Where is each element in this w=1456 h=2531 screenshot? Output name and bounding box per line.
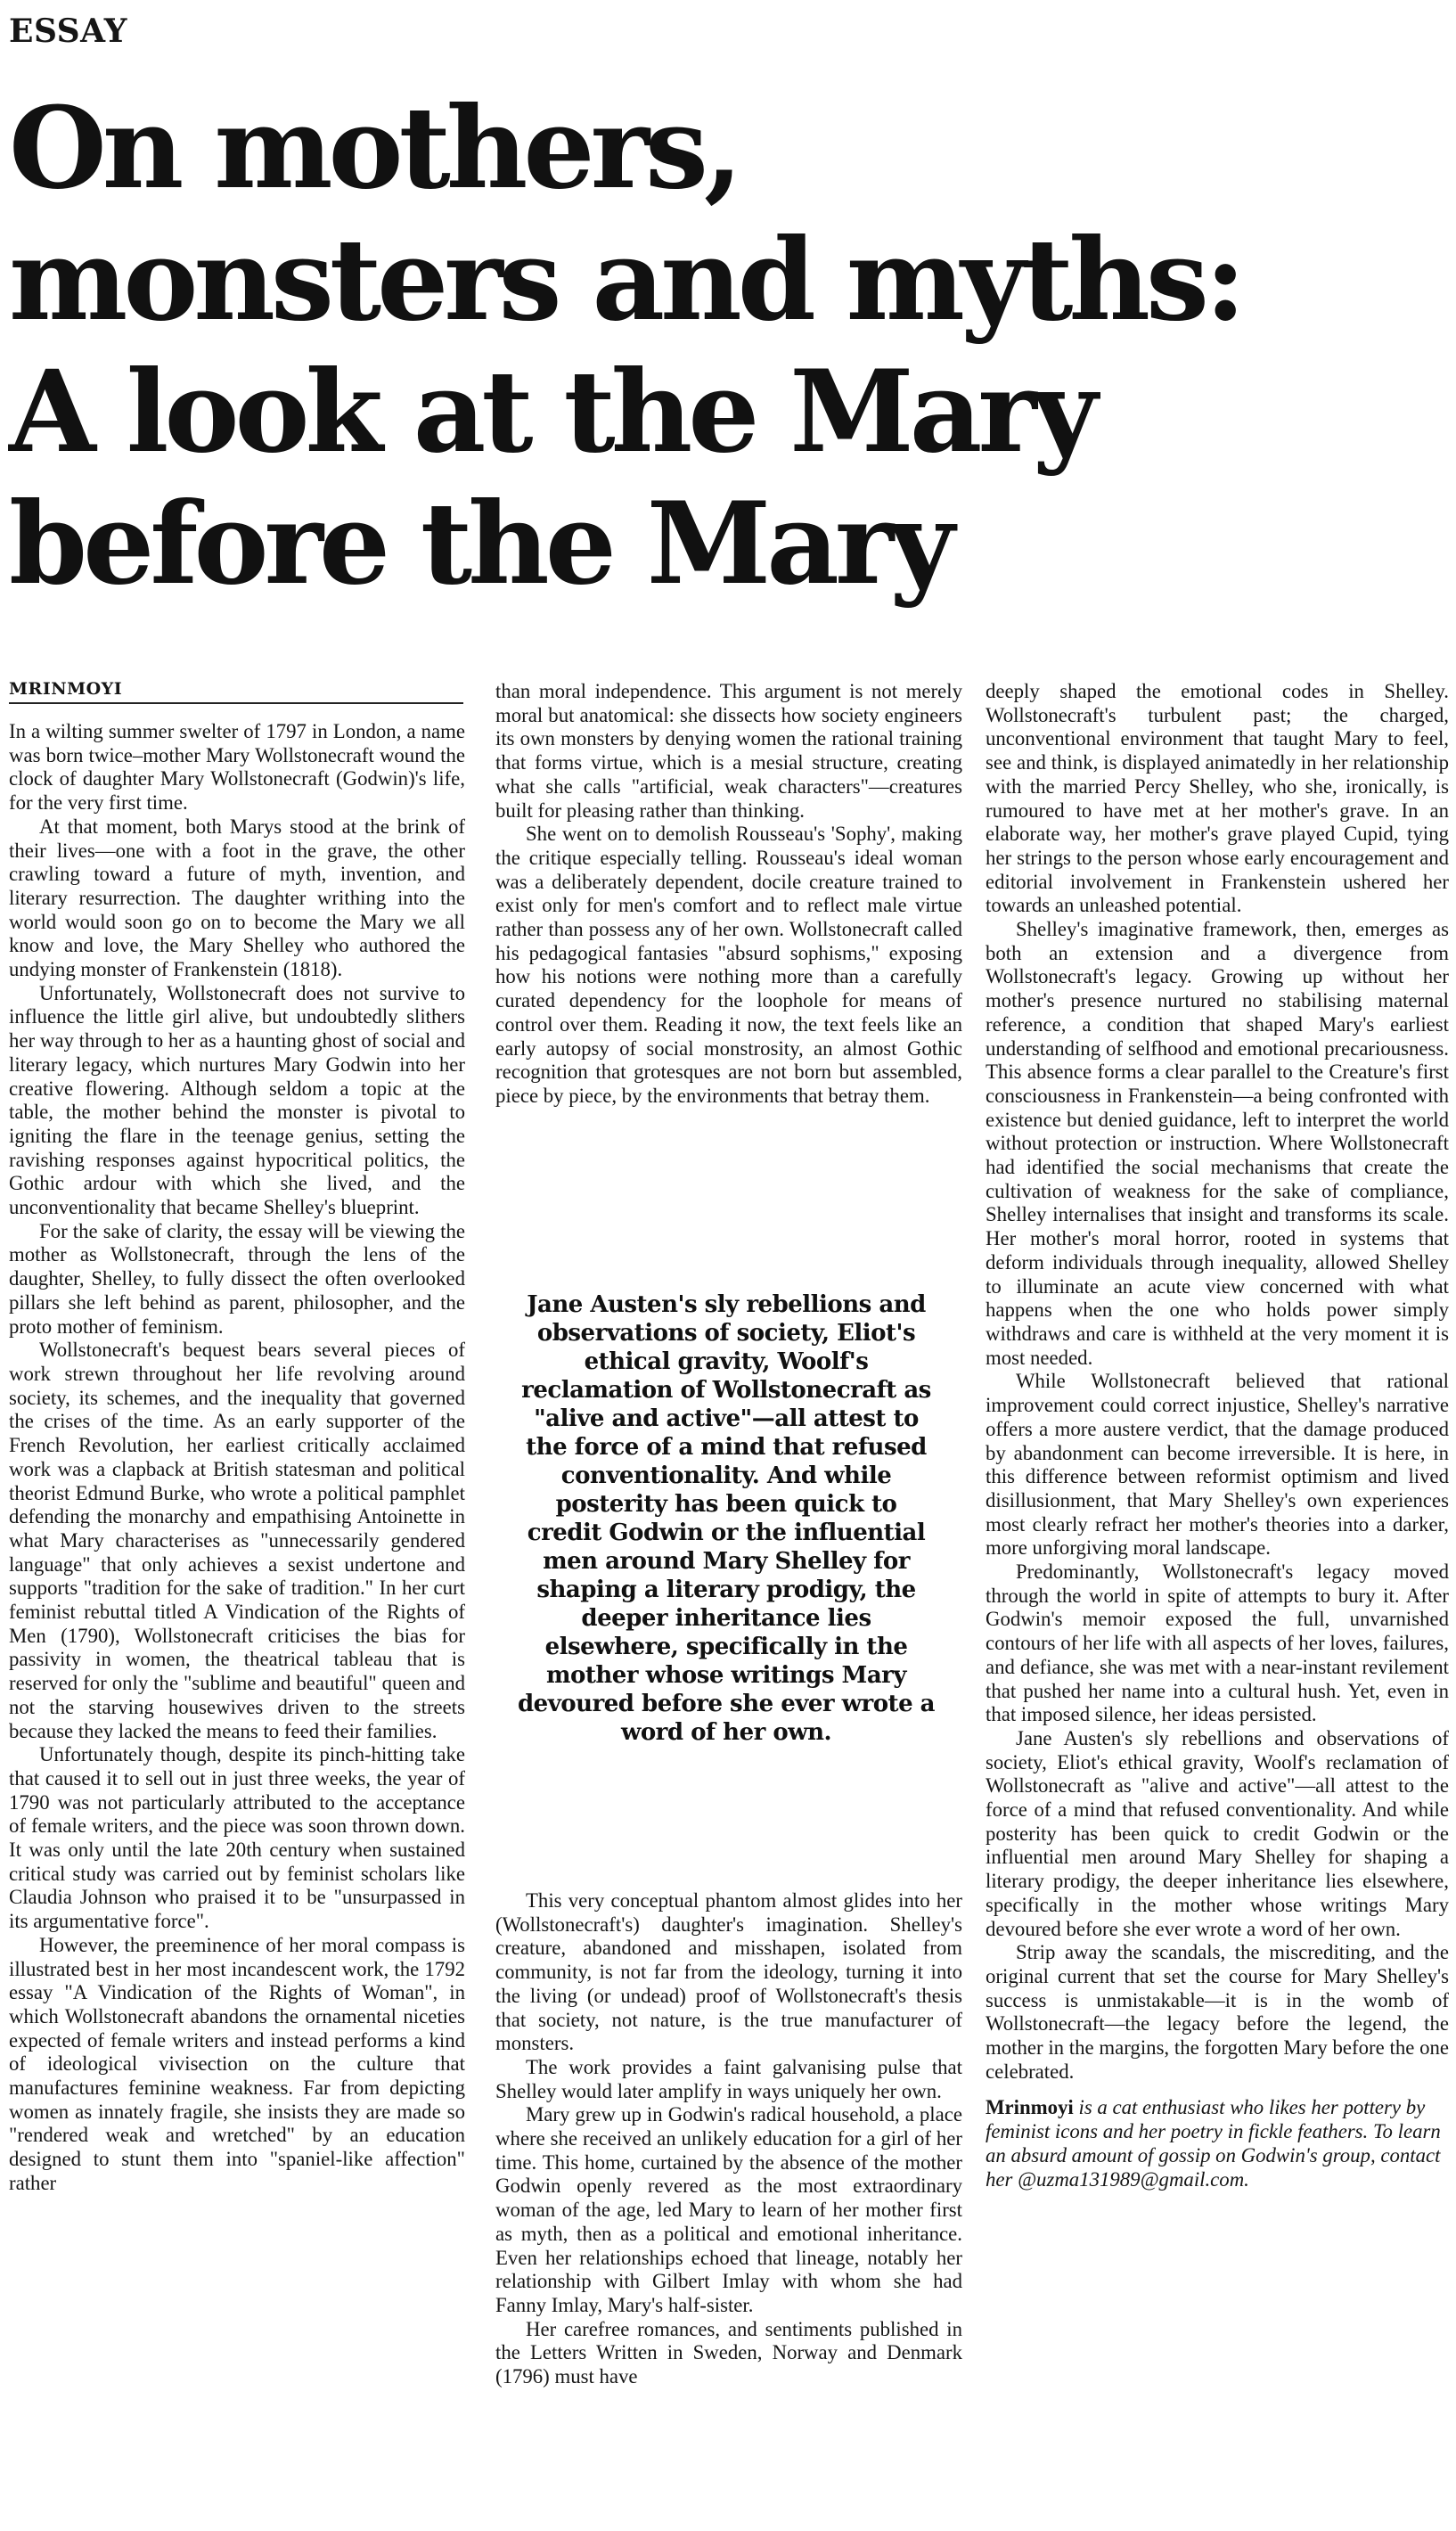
paragraph: She went on to demolish Rousseau's 'Sophy', making the critique especially telling. Rousseau's ideal woman was a deliberately dependent, docile creature trained to exist only for men's comfort and to reflect male virtue rather than possess any of her own. Wollstonecraft called his pedagogical fantasies "absurd sophisms," exposing how his notions were nothing more than a carefully curated dependency for the loophole for means of control over them. Reading it now, the text feels like an early autopsy of social monstrosity, an almost Gothic recognition that grotesques are not born but assembled, piece by piece, by the environments that betray them. [495, 823, 962, 1107]
paragraph: However, the preeminence of her moral compass is illustrated best in her most incandescent work, the 1792 essay "A Vindication of the Rights of Woman", in which Wollstonecraft abandons the ornamental niceties expected of female writers and instead performs a kind of ideological vivisection on the culture that manufactures feminine weakness. Far from depicting women as innately fragile, she insists they are made so "rendered weak and wretched" by an education designed to stunt them into "spaniel-like affection" rather [9, 1933, 465, 2194]
paragraph: Predominantly, Wollstonecraft's legacy moved through the world in spite of attempts to bury it. After Godwin's memoir exposed the full, unvarnished contours of her life with all aspects of her loves, failures, and defiance, she was met with a near-instant revilement that pushed her name into a cultural hush. Yet, even in that imposed silence, her ideas persisted. [986, 1560, 1449, 1726]
headline-line: A look at the Mary [9, 346, 1094, 478]
pull-quote: Jane Austen's sly rebellions and observations of society, Eliot's ethical gravity, Woolf's reclamation of Wollstonecraft as "alive and active"—all attest to the force of a mind that refused conventionality. And while posterity has been quick to credit Godwin or the influential men around Mary Shelley for shaping a literary prodigy, the deeper inheritance lies elsewhere, specifically in the mother whose writings Mary devoured before she ever wrote a word of her own. [517, 1291, 936, 1746]
headline-line: On mothers, [9, 82, 739, 214]
paragraph: Jane Austen's sly rebellions and observations of society, Eliot's ethical gravity, Woolf's reclamation of Wollstonecraft as "alive and active"—all attest to the force of a mind that refused conventionality. And while posterity has been quick to credit Godwin or the influential men around Mary Shelley for shaping a literary prodigy, the deeper inheritance lies elsewhere, specifically in the mother whose writings Mary devoured before she ever wrote a word of her own. [986, 1726, 1449, 1940]
paragraph: Shelley's imaginative framework, then, emerges as both an extension and a divergence from Wollstonecraft's legacy. Growing up without her mother's presence nurtured no stabilising maternal reference, a condition that shaped Mary's earliest understanding of selfhood and emotional precariousness. This absence forms a clear parallel to the Creature's first consciousness in Frankenstein—a being confronted with existence but denied guidance, left to interpret the world without protection or instruction. Where Wollstonecraft had identified the social mechanisms that create the cultivation of weakness for the sake of compliance, Shelley internalises that insight and transforms its scale. Her mother's moral horror, rooted in systems that deform individuals through inequality, allowed Shelley to illuminate an acute view concerned with what happens when the one who holds power simply withdraws and care is withheld at the very moment it is most needed. [986, 918, 1449, 1369]
author-bio-text: is a cat enthusiast who likes her pottery by feminist icons and her poetry in fickle feathers. To learn an absurd amount of gossip on Godwin's group, contact her @uzma131989@gmail.com. [986, 2096, 1441, 2191]
paragraph: Strip away the scandals, the miscrediting, and the original current that set the course for Mary Shelley's success is unmistakable—it is in the womb of Wollstonecraft—the legacy before the legend, the mother in the margins, the forgotten Mary before the one celebrated. [986, 1941, 1449, 2083]
column-3 [986, 680, 1449, 2191]
paragraph: Wollstonecraft's bequest bears several pieces of work strewn throughout her life revolving around society, its schemes, and the inequality that governed the crises of the time. As an early supporter of the French Revolution, her earliest critically acclaimed work was a clapback at British statesman and political theorist Edmund Burke, who wrote a political pamphlet defending the monarchy and empathising Antoinette in what Mary characterises as "unnecessarily gendered language" that only achieves a sexist undertone and supports "tradition for the sake of tradition." In her curt feminist rebuttal titled A Vindication of the Rights of Men (1790), Wollstonecraft criticises the bias for passivity in women, the theatrical tableau that is reserved for only the "sublime and beautiful" queen and not the starving housewives driven to the streets because they lacked the means to feed their families. [9, 1339, 465, 1742]
paragraph: While Wollstonecraft believed that rational improvement could correct injustice, Shelley's narrative offers a more austere verdict, that the damage produced by abandonment can become irreversible. It is here, in this difference between reformist optimism and lived disillusionment, that Mary Shelley's own experiences most clearly refract her mother's theories into a darker, more unforgiving moral landscape. [986, 1370, 1449, 1560]
column-1 [9, 720, 465, 2196]
paragraph: In a wilting summer swelter of 1797 in London, a name was born twice–mother Mary Wollstonecraft wound the clock of daughter Mary Wollstonecraft (Godwin)'s life, for the very first time. [9, 720, 465, 815]
section-label: ESSAY [9, 12, 127, 50]
headline [9, 82, 1444, 610]
paragraph: This very conceptual phantom almost glides into her (Wollstonecraft's) daughter's imagination. Shelley's creature, abandoned and misshapen, isolated from community, is not far from the ideology, turning it into the living (or undead) proof of Wollstonecraft's thesis that society, not nature, is the true manufacturer of monsters. [495, 1889, 962, 2055]
paragraph: For the sake of clarity, the essay will be viewing the mother as Wollstonecraft, through the lens of the daughter, Shelley, to fully dissect the often overlooked pillars she left behind as parent, philosopher, and the proto mother of feminism. [9, 1219, 465, 1338]
paragraph: The work provides a faint galvanising pulse that Shelley would later amplify in ways uniquely her own. [495, 2055, 962, 2102]
paragraph: than moral independence. This argument is not merely moral but anatomical: she dissects how society engineers its own monsters by denying women the rational training that forms virtue, which is a mesial structure, creating what she calls "artificial, weak characters"—creatures built for pleasing rather than thinking. [495, 680, 962, 822]
paragraph: Unfortunately, Wollstonecraft does not survive to influence the little girl alive, but undoubtedly slithers her way through to her as a haunting ghost of social and literary legacy, which nurtures Mary Godwin into her creative flowering. Although seldom a topic at the table, the mother behind the monster is pivotal to igniting the flare in the teenage genius, setting the ravishing responses against hypocritical politics, the Gothic ardour with which she lived, and the unconventionality that became Shelley's blueprint. [9, 981, 465, 1219]
paragraph: deeply shaped the emotional codes in Shelley. Wollstonecraft's turbulent past; the charged, unconventional environment that taught Mary to feel, see and think, is displayed animatedly in her relationship with the married Percy Shelley, who she, ironically, is rumoured to have met at her mother's grave. In an elaborate way, her mother's grave played Cupid, tying her strings to the person whose early encouragement and editorial involvement in Frankenstein ushered her towards an unleashed potential. [986, 680, 1449, 917]
byline: MRINMOYI [9, 679, 463, 704]
headline-line: monsters and myths: [9, 214, 1242, 346]
paragraph: Her carefree romances, and sentiments published in the Letters Written in Sweden, Norway and Denmark (1796) must have [495, 2317, 962, 2388]
author-bio [986, 2096, 1449, 2191]
headline-line: before the Mary [9, 478, 951, 610]
paragraph: At that moment, both Marys stood at the brink of their lives—one with a foot in the grave, the other crawling toward a future of myth, invention, and literary resurrection. The daughter writhing into the world would soon go on to become the Mary we all know and love, the Mary Shelley who authored the undying monster of Frankenstein (1818). [9, 815, 465, 981]
column-2-bottom [495, 1889, 962, 2389]
column-2-top [495, 680, 962, 1109]
author-bio-name: Mrinmoyi [986, 2096, 1074, 2119]
paragraph: Unfortunately though, despite its pinch-hitting take that caused it to sell out in just three weeks, the year of 1790 was not particularly attributed to the acceptance of female writers, and the piece was soon thrown down. It was only until the late 20th century when sustained critical study was carried out by feminist scholars like Claudia Johnson who praised it to be "unsurpassed in its argumentative force". [9, 1743, 465, 1933]
paragraph: Mary grew up in Godwin's radical household, a place where she received an unlikely education for a girl of her time. This home, curtained by the absence of the mother Godwin openly revered as the most extraordinary woman of the age, led Mary to learn of her mother first as myth, then as a political and emotional inheritance. Even her relationships echoed that lineage, notably her relationship with Gilbert Imlay with whom she had Fanny Imlay, Mary's half-sister. [495, 2103, 962, 2316]
